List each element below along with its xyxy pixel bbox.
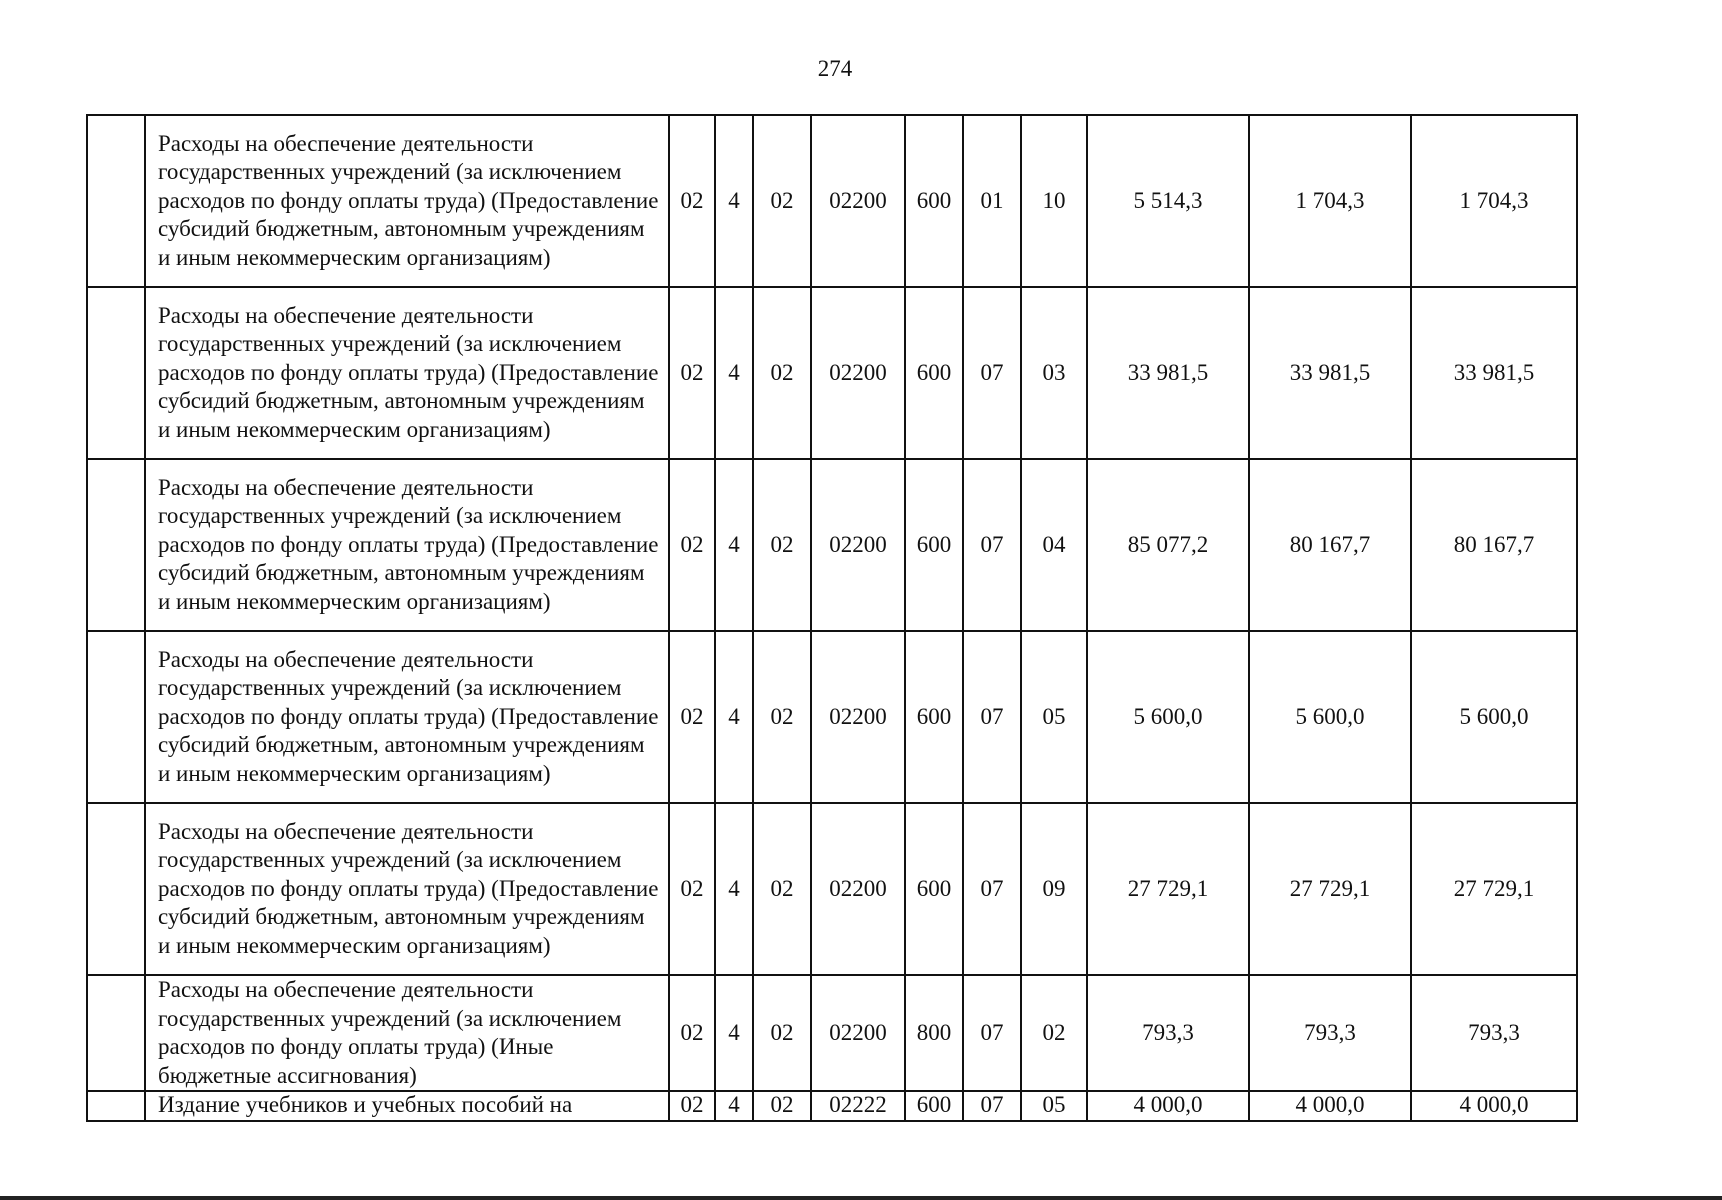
row-description: Издание учебников и учебных пособий на [145,1091,669,1121]
row-marker-cell [87,1091,145,1121]
row-description: Расходы на обеспечение деятельности государственных учреждений (за исключением расходов по фонду оплаты труда) (Предоставление субсидий бюджетным, автономным учреждениям и иным некоммерческим организациям) [145,287,669,459]
budget-table [86,114,1578,1122]
code-cell: 4 [715,631,753,803]
code-cell: 07 [963,803,1021,975]
code-cell: 02 [753,115,811,287]
row-marker-cell [87,115,145,287]
amount-cell: 27 729,1 [1411,803,1577,975]
table-row [87,459,1577,631]
amount-cell: 33 981,5 [1411,287,1577,459]
code-cell: 4 [715,975,753,1091]
amount-cell: 1 704,3 [1411,115,1577,287]
code-cell: 02 [753,975,811,1091]
code-cell: 02200 [811,975,905,1091]
amount-cell: 5 600,0 [1249,631,1411,803]
code-cell: 07 [963,1091,1021,1121]
code-cell: 4 [715,115,753,287]
table-row [87,975,1577,1091]
code-cell: 02200 [811,803,905,975]
amount-cell: 4 000,0 [1249,1091,1411,1121]
amount-cell: 4 000,0 [1087,1091,1249,1121]
table-row [87,803,1577,975]
code-cell: 02 [669,1091,715,1121]
row-description: Расходы на обеспечение деятельности государственных учреждений (за исключением расходов по фонду оплаты труда) (Предоставление субсидий бюджетным, автономным учреждениям и иным некоммерческим организациям) [145,459,669,631]
amount-cell: 5 600,0 [1411,631,1577,803]
row-marker-cell [87,631,145,803]
code-cell: 02 [669,287,715,459]
code-cell: 02200 [811,115,905,287]
code-cell: 02 [1021,975,1087,1091]
code-cell: 02200 [811,287,905,459]
code-cell: 04 [1021,459,1087,631]
code-cell: 02 [669,459,715,631]
page-bottom-rule [0,1196,1722,1200]
row-description: Расходы на обеспечение деятельности государственных учреждений (за исключением расходов по фонду оплаты труда) (Предоставление субсидий бюджетным, автономным учреждениям и иным некоммерческим организациям) [145,803,669,975]
code-cell: 02 [669,975,715,1091]
code-cell: 02 [669,115,715,287]
code-cell: 02 [753,631,811,803]
amount-cell: 27 729,1 [1087,803,1249,975]
code-cell: 800 [905,975,963,1091]
code-cell: 09 [1021,803,1087,975]
code-cell: 600 [905,287,963,459]
code-cell: 600 [905,631,963,803]
code-cell: 03 [1021,287,1087,459]
code-cell: 02200 [811,459,905,631]
code-cell: 05 [1021,1091,1087,1121]
table-row [87,631,1577,803]
amount-cell: 80 167,7 [1411,459,1577,631]
amount-cell: 5 514,3 [1087,115,1249,287]
code-cell: 4 [715,1091,753,1121]
amount-cell: 33 981,5 [1249,287,1411,459]
code-cell: 07 [963,631,1021,803]
row-marker-cell [87,459,145,631]
code-cell: 600 [905,459,963,631]
code-cell: 4 [715,803,753,975]
amount-cell: 80 167,7 [1249,459,1411,631]
code-cell: 600 [905,1091,963,1121]
amount-cell: 5 600,0 [1087,631,1249,803]
code-cell: 02 [753,1091,811,1121]
code-cell: 10 [1021,115,1087,287]
amount-cell: 33 981,5 [1087,287,1249,459]
table-row [87,287,1577,459]
code-cell: 02 [753,459,811,631]
amount-cell: 27 729,1 [1249,803,1411,975]
row-marker-cell [87,975,145,1091]
amount-cell: 793,3 [1411,975,1577,1091]
page-number: 274 [817,56,853,81]
code-cell: 600 [905,803,963,975]
row-marker-cell [87,803,145,975]
code-cell: 02 [669,803,715,975]
code-cell: 01 [963,115,1021,287]
amount-cell: 4 000,0 [1411,1091,1577,1121]
row-marker-cell [87,287,145,459]
code-cell: 05 [1021,631,1087,803]
code-cell: 02200 [811,631,905,803]
code-cell: 02 [669,631,715,803]
row-description: Расходы на обеспечение деятельности государственных учреждений (за исключением расходов по фонду оплаты труда) (Иные бюджетные ассигнования) [145,975,669,1091]
amount-cell: 1 704,3 [1249,115,1411,287]
amount-cell: 85 077,2 [1087,459,1249,631]
table-row [87,115,1577,287]
amount-cell: 793,3 [1249,975,1411,1091]
row-description: Расходы на обеспечение деятельности государственных учреждений (за исключением расходов по фонду оплаты труда) (Предоставление субсидий бюджетным, автономным учреждениям и иным некоммерческим организациям) [145,115,669,287]
code-cell: 07 [963,287,1021,459]
code-cell: 02 [753,803,811,975]
code-cell: 600 [905,115,963,287]
code-cell: 4 [715,459,753,631]
row-description: Расходы на обеспечение деятельности государственных учреждений (за исключением расходов по фонду оплаты труда) (Предоставление субсидий бюджетным, автономным учреждениям и иным некоммерческим организациям) [145,631,669,803]
code-cell: 02 [753,287,811,459]
table-row [87,1091,1577,1121]
amount-cell: 793,3 [1087,975,1249,1091]
code-cell: 02222 [811,1091,905,1121]
code-cell: 4 [715,287,753,459]
code-cell: 07 [963,975,1021,1091]
code-cell: 07 [963,459,1021,631]
